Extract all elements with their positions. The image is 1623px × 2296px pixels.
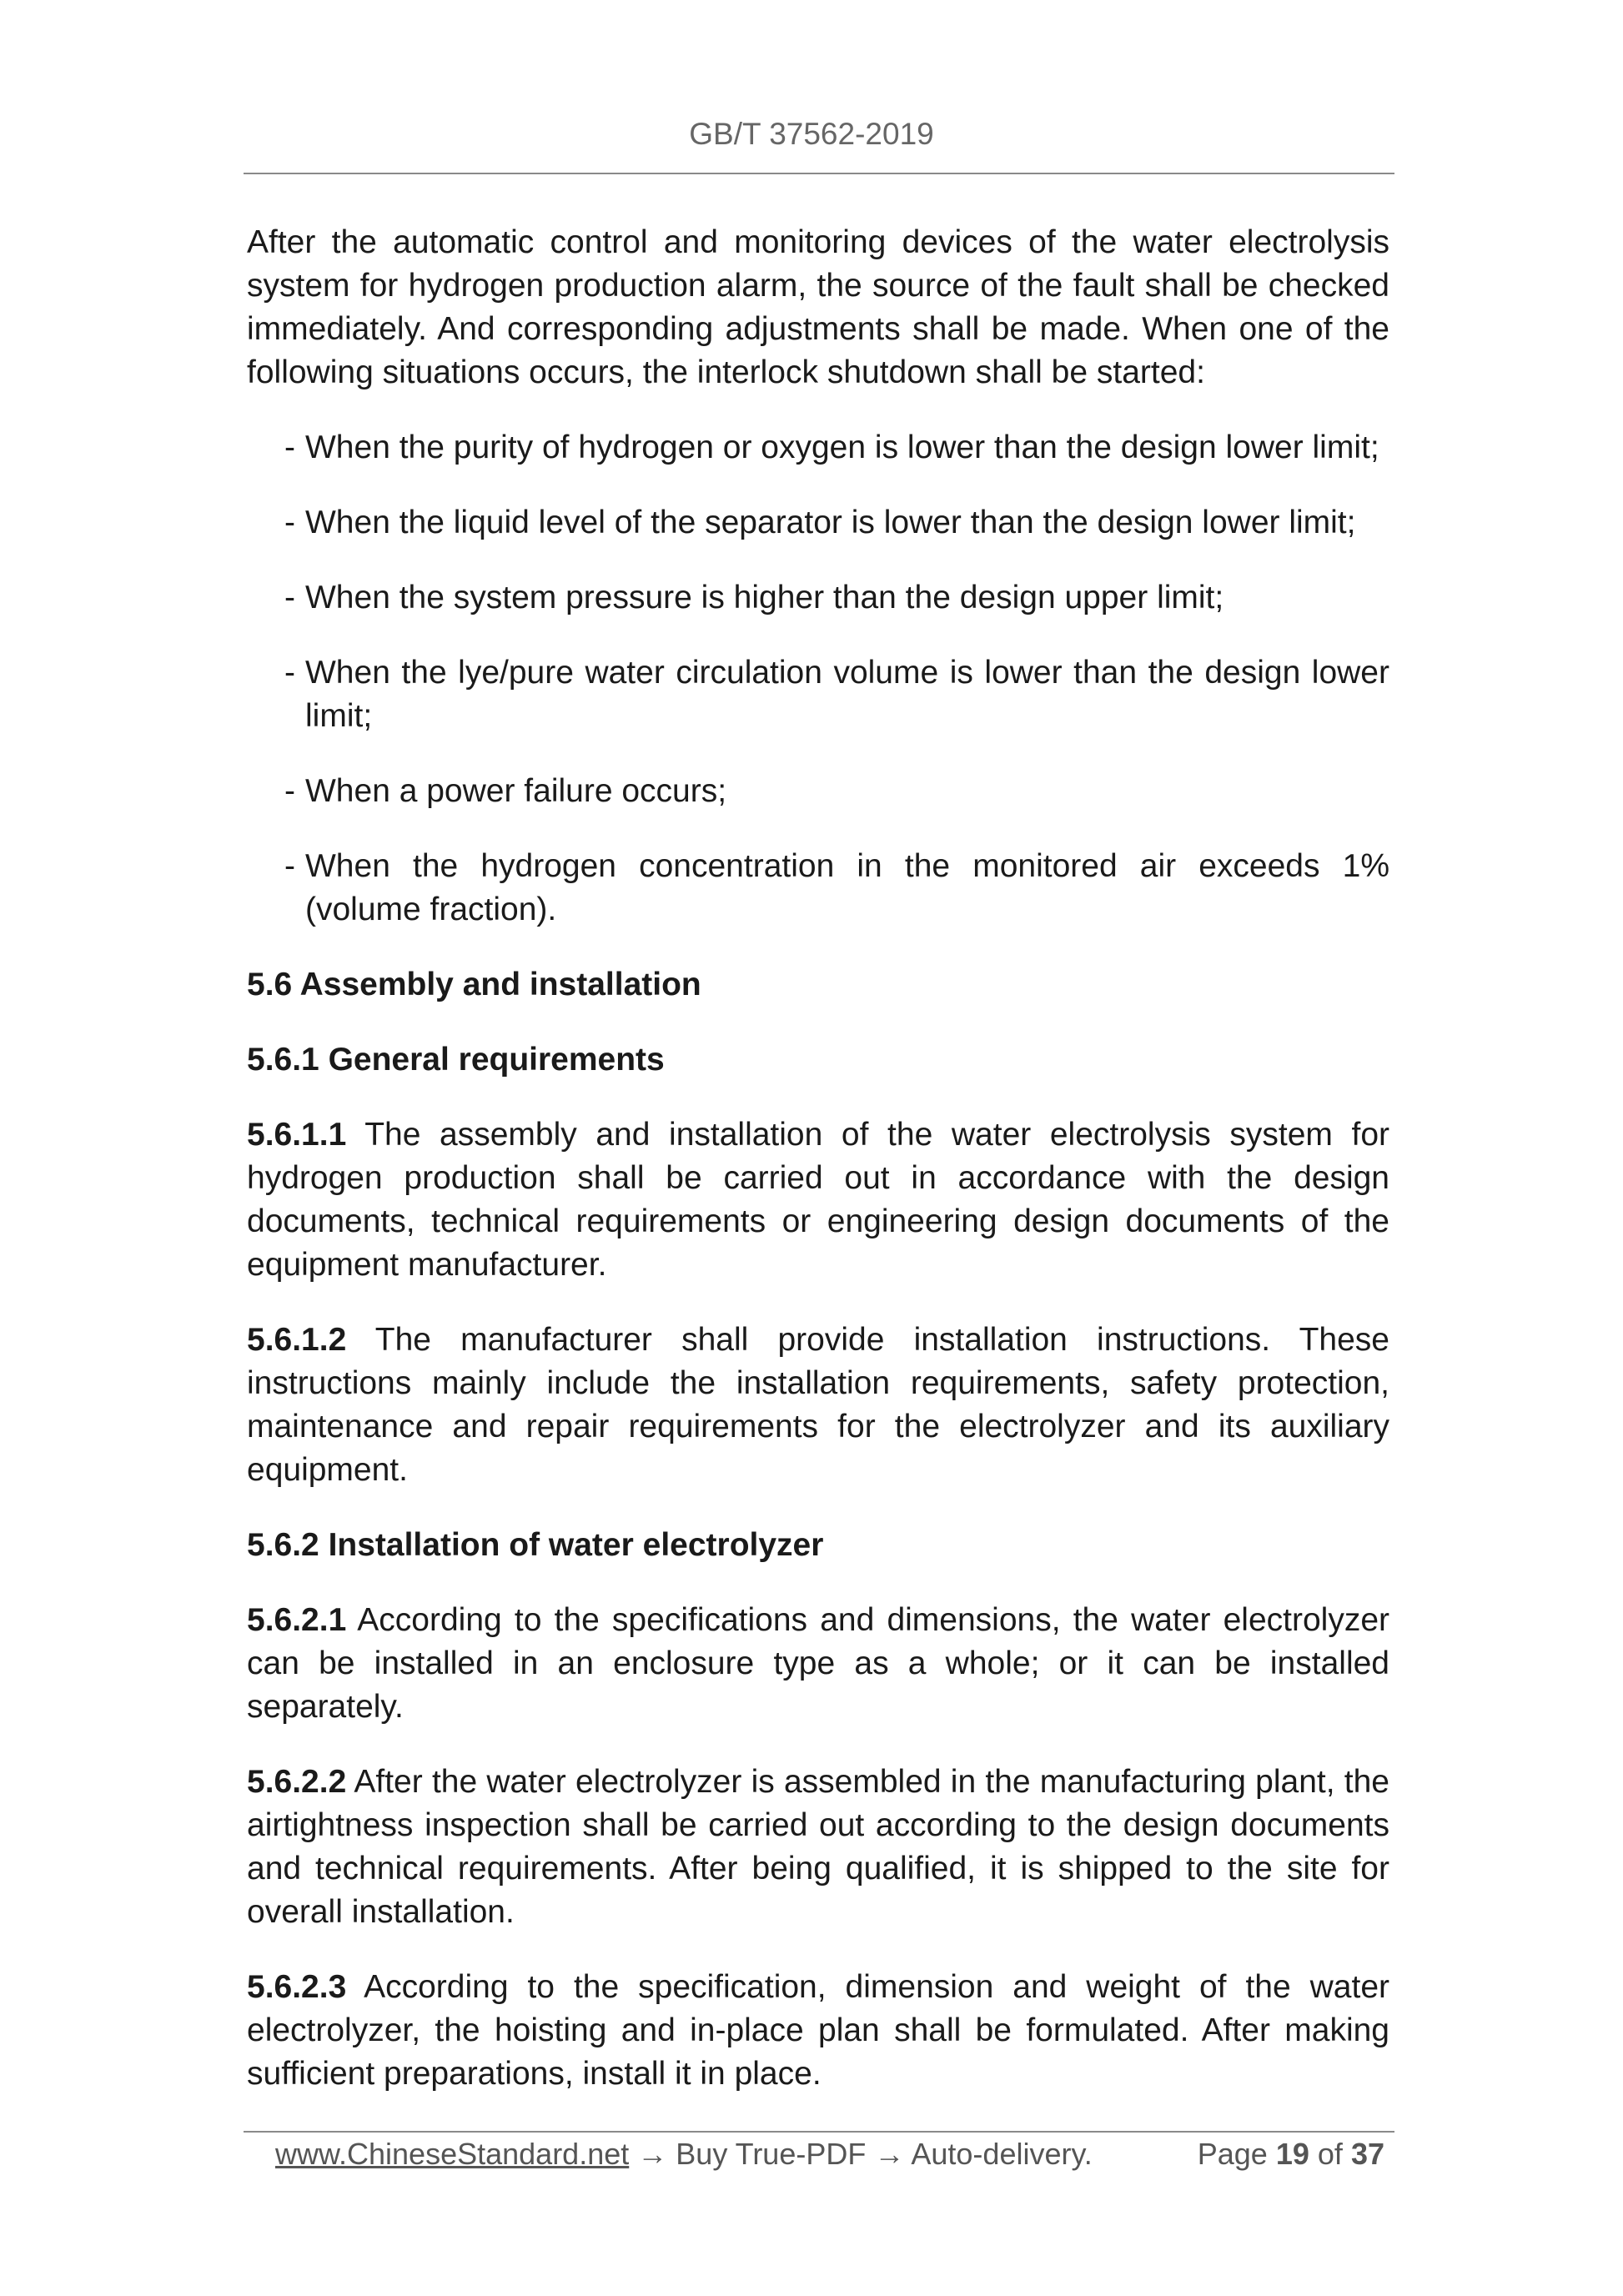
website-link[interactable]: www.ChineseStandard.net — [275, 2137, 630, 2171]
clause-number: 5.6.1.2 — [247, 1322, 347, 1358]
dash-marker: - — [284, 773, 295, 809]
of-label: of — [1317, 2137, 1343, 2171]
list-item — [247, 426, 1389, 470]
page-indicator — [1198, 2137, 1384, 2172]
page-body — [247, 221, 1389, 2128]
list-item-text: When the purity of hydrogen or oxygen is lower than the design lower limit; — [305, 430, 1379, 465]
list-item-text: When the hydrogen concentration in the monitored air exceeds 1% (volume fraction). — [305, 848, 1389, 927]
page-total: 37 — [1350, 2137, 1384, 2171]
page-label: Page — [1197, 2137, 1268, 2171]
list-item — [247, 651, 1389, 738]
list-item — [247, 501, 1389, 545]
clause-text: The assembly and installation of the water electrolysis system for hydrogen production shall be carried out in accordance with the design documents, technical requirements or engineering design documents of the equipment manufacturer. — [247, 1117, 1390, 1283]
list-item — [247, 576, 1389, 620]
list-item-text: When the lye/pure water circulation volume is lower than the design lower limit; — [305, 655, 1389, 734]
dash-marker: - — [284, 505, 295, 540]
clause-5-6-2-2 — [247, 1761, 1389, 1934]
clause-5-6-2-3 — [247, 1966, 1389, 2096]
clause-number: 5.6.2.2 — [247, 1764, 347, 1800]
list-item — [247, 845, 1389, 932]
intro-paragraph: After the automatic control and monitoring devices of the water electrolysis system for hydrogen production alarm, the source of the fault shall be checked immediately. And corresponding adjustments shall be made. When one of the following situations occurs, the interlock shutdown shall be started: — [247, 224, 1389, 390]
list-item — [247, 770, 1389, 813]
section-heading-5-6: 5.6 Assembly and installation — [247, 967, 701, 1002]
clause-text: After the water electrolyzer is assembled in the manufacturing plant, the airtightness inspection shall be carried out according to the design documents and technical requirements. After being qualified, it is shipped to the site for overall installation. — [247, 1764, 1390, 1930]
arrow-right-icon: → — [637, 2137, 668, 2171]
list-item-text: When the liquid level of the separator is lower than the design lower limit; — [305, 505, 1356, 540]
clause-number: 5.6.2.3 — [247, 1969, 347, 2005]
clause-text: The manufacturer shall provide installation instructions. These instructions mainly include the installation requirements, safety protection, maintenance and repair requirements for the electrolyzer and its auxiliary equipment. — [247, 1322, 1389, 1488]
list-item-text: When the system pressure is higher than the design upper limit; — [305, 580, 1224, 615]
header-divider — [244, 173, 1394, 174]
clause-5-6-1-1 — [247, 1113, 1389, 1287]
section-heading-5-6-2: 5.6.2 Installation of water electrolyzer — [247, 1527, 824, 1563]
clause-number: 5.6.1.1 — [247, 1117, 347, 1153]
dash-marker: - — [284, 655, 295, 691]
section-heading-5-6-1: 5.6.1 General requirements — [247, 1042, 665, 1078]
interlock-conditions-list — [247, 426, 1389, 932]
dash-marker: - — [284, 848, 295, 884]
document-number-header: GB/T 37562-2019 — [689, 117, 934, 151]
dash-marker: - — [284, 580, 295, 615]
buy-pdf-text: Buy True-PDF — [676, 2137, 867, 2171]
page-current: 19 — [1275, 2137, 1309, 2171]
footer-divider — [244, 2131, 1394, 2133]
list-item-text: When a power failure occurs; — [305, 773, 727, 809]
footer-promo — [275, 2137, 1093, 2172]
clause-text: According to the specifications and dimensions, the water electrolyzer can be installed in an enclosure type as a whole; or it can be installed separately. — [247, 1602, 1389, 1725]
clause-number: 5.6.2.1 — [247, 1602, 347, 1638]
dash-marker: - — [284, 430, 295, 465]
clause-5-6-1-2 — [247, 1319, 1389, 1492]
auto-delivery-text: Auto-delivery. — [911, 2137, 1093, 2171]
arrow-right-icon: → — [874, 2137, 905, 2171]
clause-text: According to the specification, dimension and weight of the water electrolyzer, the hoisting and in-place plan shall be formulated. After making sufficient preparations, install it in place. — [247, 1969, 1390, 2092]
clause-5-6-2-1 — [247, 1599, 1389, 1729]
